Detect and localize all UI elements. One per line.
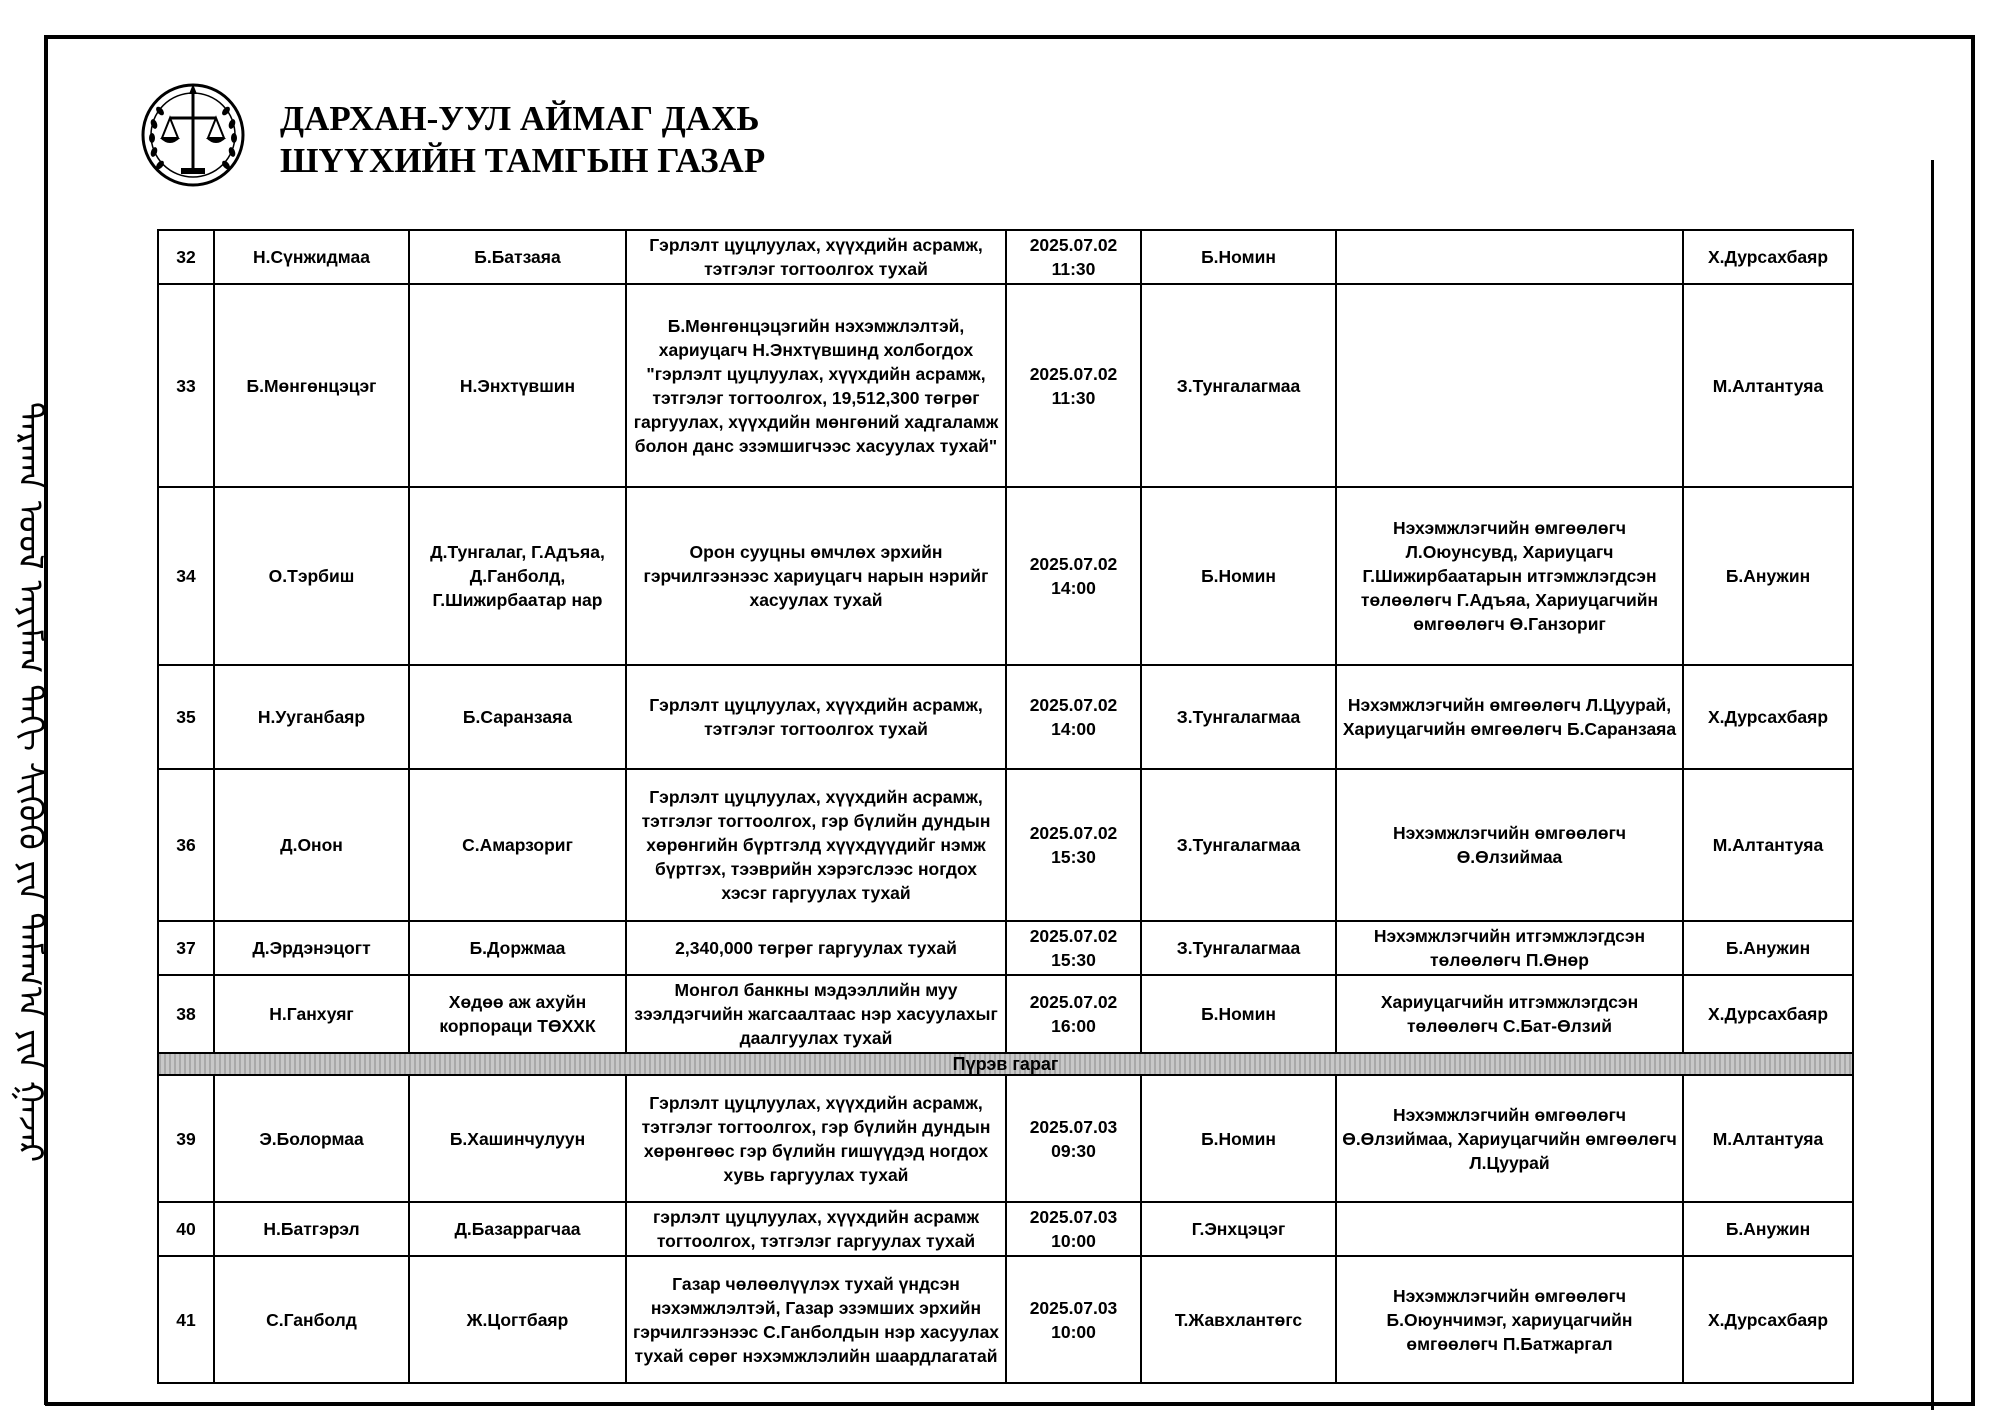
table-row — [158, 1256, 1853, 1383]
plaintiff: Н.Сүнжидмаа — [214, 230, 409, 284]
hearing-datetime: 2025.07.03 10:00 — [1006, 1202, 1141, 1256]
case-number: 35 — [158, 665, 214, 769]
hearing-datetime: 2025.07.02 15:30 — [1006, 769, 1141, 921]
mongolian-script-text: ᠳᠠᠷᠬᠠᠨ ᠤᠤᠯ ᠠᠶᠢᠮᠠᠭ ᠳᠠᠬᠢ ᠱᠢᠭᠦᠬᠦ ᠶᠢᠨ ᠲᠠᠮᠠᠭ᠎ᠠ ᠶᠢᠨ ᠭᠠᠵᠠᠷ — [10, 401, 50, 1163]
table-row — [158, 769, 1853, 921]
table-row — [158, 1202, 1853, 1256]
table-row — [158, 230, 1853, 284]
clerk: Х.Дурсахбаяр — [1683, 1256, 1853, 1383]
plaintiff: Н.Батгэрэл — [214, 1202, 409, 1256]
case-number: 38 — [158, 975, 214, 1053]
judge: Б.Номин — [1141, 230, 1336, 284]
hearing-datetime: 2025.07.02 14:00 — [1006, 665, 1141, 769]
clerk: Б.Анужин — [1683, 921, 1853, 975]
court-hearing-schedule-table — [157, 229, 1854, 1384]
case-number: 39 — [158, 1075, 214, 1202]
organization-title-line1: ДАРХАН-УУЛ АЙМАГ ДАХЬ — [280, 99, 760, 138]
plaintiff: Б.Мөнгөнцэцэг — [214, 284, 409, 487]
participants — [1336, 1202, 1683, 1256]
court-emblem-icon — [138, 70, 248, 200]
claim: Гэрлэлт цуцлуулах, хүүхдийн асрамж, тэтгэлэг тогтоолгох, гэр бүлийн дундын хөрөнгийн бүртгэлд хүүхдүүдийг нэмж бүртгэх, тээврийн хэрэгслээс ногдох хэсэг гаргуулах тухай — [626, 769, 1006, 921]
case-number: 40 — [158, 1202, 214, 1256]
judge: З.Тунгалагмаа — [1141, 665, 1336, 769]
organization-title — [280, 98, 765, 182]
clerk: Х.Дурсахбаяр — [1683, 975, 1853, 1053]
hearing-datetime: 2025.07.02 11:30 — [1006, 230, 1141, 284]
plaintiff: Э.Болормаа — [214, 1075, 409, 1202]
judge: З.Тунгалагмаа — [1141, 921, 1336, 975]
participants: Нэхэмжлэгчийн өмгөөлөгч Ө.Өлзиймаа, Хариуцагчийн өмгөөлөгч Л.Цуурай — [1336, 1075, 1683, 1202]
frame-inner-right-line — [1931, 160, 1934, 1410]
defendant: С.Амарзориг — [409, 769, 626, 921]
participants: Нэхэмжлэгчийн өмгөөлөгч Л.Цуурай, Хариуцагчийн өмгөөлөгч Б.Саранзаяа — [1336, 665, 1683, 769]
table-row — [158, 665, 1853, 769]
plaintiff: Д.Онон — [214, 769, 409, 921]
frame-top-border — [45, 35, 1975, 39]
hearing-datetime: 2025.07.02 15:30 — [1006, 921, 1141, 975]
defendant: Б.Доржмаа — [409, 921, 626, 975]
organization-title-line2: ШҮҮХИЙН ТАМГЫН ГАЗАР — [280, 141, 766, 180]
judge: Г.Энхцэцэг — [1141, 1202, 1336, 1256]
hearing-datetime: 2025.07.03 10:00 — [1006, 1256, 1141, 1383]
mongolian-script-vertical — [0, 200, 50, 1380]
case-number: 32 — [158, 230, 214, 284]
claim: Гэрлэлт цуцлуулах, хүүхдийн асрамж, тэтгэлэг тогтоолгох, гэр бүлийн дундын хөрөнгөөс гэр бүлийн гишүүдэд ногдох хувь гаргуулах тухай — [626, 1075, 1006, 1202]
participants — [1336, 230, 1683, 284]
claim: гэрлэлт цуцлуулах, хүүхдийн асрамж тогтоолгох, тэтгэлэг гаргуулах тухай — [626, 1202, 1006, 1256]
case-number: 36 — [158, 769, 214, 921]
plaintiff: С.Ганболд — [214, 1256, 409, 1383]
claim: Газар чөлөөлүүлэх тухай үндсэн нэхэмжлэлтэй, Газар эзэмших эрхийн гэрчилгээнээс С.Ганболдын нэр хасуулах тухай сөрөг нэхэмжлэлийн шаардлагатай — [626, 1256, 1006, 1383]
defendant: Хөдөө аж ахуйн корпораци ТӨХХК — [409, 975, 626, 1053]
defendant: Н.Энхтүвшин — [409, 284, 626, 487]
day-separator-row — [158, 1053, 1853, 1075]
clerk: Х.Дурсахбаяр — [1683, 230, 1853, 284]
judge: Б.Номин — [1141, 1075, 1336, 1202]
plaintiff: Н.Ганхуяг — [214, 975, 409, 1053]
participants: Нэхэмжлэгчийн өмгөөлөгч Ө.Өлзиймаа — [1336, 769, 1683, 921]
judge: Б.Номин — [1141, 975, 1336, 1053]
judge: Б.Номин — [1141, 487, 1336, 665]
table-row — [158, 284, 1853, 487]
participants: Хариуцагчийн итгэмжлэгдсэн төлөөлөгч С.Бат-Өлзий — [1336, 975, 1683, 1053]
clerk: Б.Анужин — [1683, 1202, 1853, 1256]
hearing-datetime: 2025.07.03 09:30 — [1006, 1075, 1141, 1202]
table-row — [158, 1075, 1853, 1202]
plaintiff: О.Тэрбиш — [214, 487, 409, 665]
participants — [1336, 284, 1683, 487]
day-separator-label: Пүрэв гараг — [158, 1053, 1853, 1075]
defendant: Д.Тунгалаг, Г.Адъяа, Д.Ганболд, Г.Шижирбаатар нар — [409, 487, 626, 665]
defendant: Д.Базаррагчаа — [409, 1202, 626, 1256]
defendant: Б.Батзаяа — [409, 230, 626, 284]
table-row — [158, 921, 1853, 975]
hearing-datetime: 2025.07.02 11:30 — [1006, 284, 1141, 487]
clerk: М.Алтантуяа — [1683, 1075, 1853, 1202]
claim: Гэрлэлт цуцлуулах, хүүхдийн асрамж, тэтгэлэг тогтоолгох тухай — [626, 230, 1006, 284]
clerk: М.Алтантуяа — [1683, 769, 1853, 921]
defendant: Ж.Цогтбаяр — [409, 1256, 626, 1383]
claim: Б.Мөнгөнцэцэгийн нэхэмжлэлтэй, хариуцагч Н.Энхтүвшинд холбогдох "гэрлэлт цуцлуулах, хүүхдийн асрамж, тэтгэлэг тогтоолгох, 19,512,300 төгрөг гаргуулах, хүүхдийн мөнгөний хадгаламж болон данс эзэмшигчээс хасуулах тухай" — [626, 284, 1006, 487]
plaintiff: Н.Ууганбаяр — [214, 665, 409, 769]
participants: Нэхэмжлэгчийн итгэмжлэгдсэн төлөөлөгч П.Өнөр — [1336, 921, 1683, 975]
clerk: М.Алтантуяа — [1683, 284, 1853, 487]
hearing-datetime: 2025.07.02 14:00 — [1006, 487, 1141, 665]
claim: Орон сууцны өмчлөх эрхийн гэрчилгээнээс хариуцагч нарын нэрийг хасуулах тухай — [626, 487, 1006, 665]
defendant: Б.Саранзаяа — [409, 665, 626, 769]
frame-right-border — [1971, 35, 1975, 1405]
case-number: 37 — [158, 921, 214, 975]
participants: Нэхэмжлэгчийн өмгөөлөгч Л.Оюунсувд, Хариуцагч Г.Шижирбаатарын итгэмжлэгдсэн төлөөлөгч Г.Адъяа, Хариуцагчийн өмгөөлөгч Ө.Ганзориг — [1336, 487, 1683, 665]
hearing-datetime: 2025.07.02 16:00 — [1006, 975, 1141, 1053]
case-number: 34 — [158, 487, 214, 665]
judge: З.Тунгалагмаа — [1141, 284, 1336, 487]
frame-bottom-border — [45, 1402, 1975, 1406]
claim: Монгол банкны мэдээллийн муу зээлдэгчийн жагсаалтаас нэр хасуулахыг даалгуулах тухай — [626, 975, 1006, 1053]
judge: Т.Жавхлантөгс — [1141, 1256, 1336, 1383]
case-number: 41 — [158, 1256, 214, 1383]
table-row — [158, 975, 1853, 1053]
claim: Гэрлэлт цуцлуулах, хүүхдийн асрамж, тэтгэлэг тогтоолгох тухай — [626, 665, 1006, 769]
table-row — [158, 487, 1853, 665]
clerk: Б.Анужин — [1683, 487, 1853, 665]
case-number: 33 — [158, 284, 214, 487]
clerk: Х.Дурсахбаяр — [1683, 665, 1853, 769]
participants: Нэхэмжлэгчийн өмгөөлөгч Б.Оюунчимэг, хариуцагчийн өмгөөлөгч П.Батжаргал — [1336, 1256, 1683, 1383]
claim: 2,340,000 төгрөг гаргуулах тухай — [626, 921, 1006, 975]
plaintiff: Д.Эрдэнэцогт — [214, 921, 409, 975]
judge: З.Тунгалагмаа — [1141, 769, 1336, 921]
defendant: Б.Хашинчулуун — [409, 1075, 626, 1202]
